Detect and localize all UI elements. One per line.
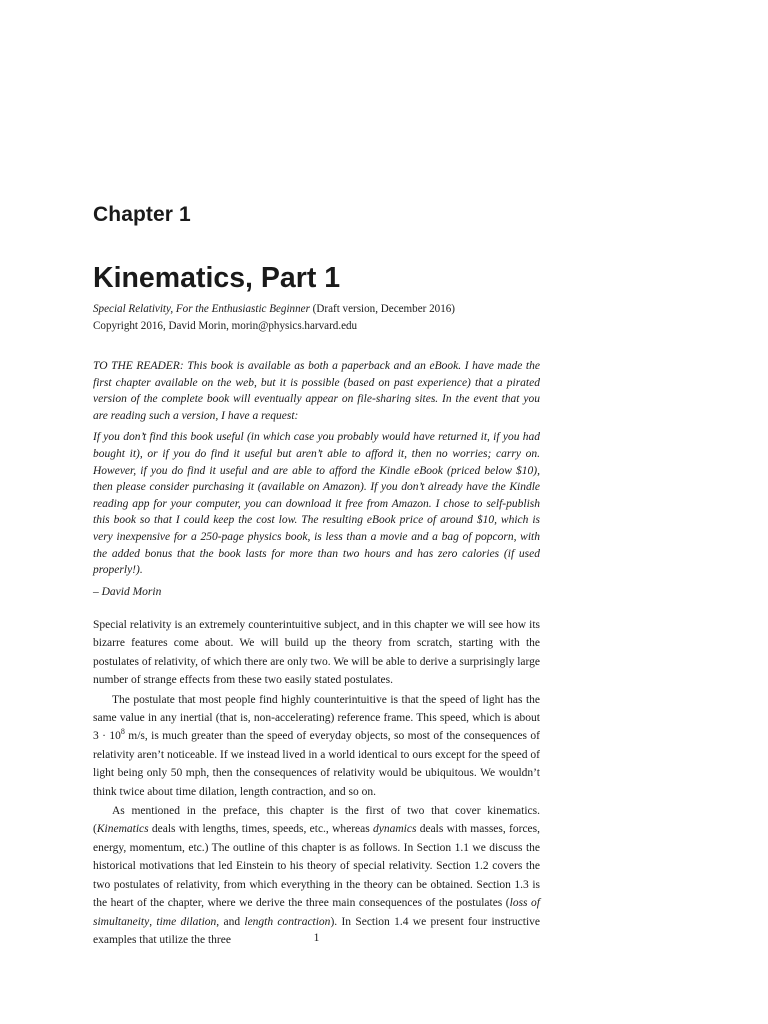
edition-line xyxy=(93,301,540,318)
exponent: 8 xyxy=(120,727,125,737)
copyright-line: Copyright 2016, David Morin, morin@physics.harvard.edu xyxy=(93,319,358,332)
reader-note-paragraph: If you don’t find this book useful (in which case you probably would have returned it, if you had bought it), or if you do find it useful but aren’t able to afford it, then no worries; carry on. However, if you do find it useful and are able to afford the Kindle eBook (priced below $10), then please consider purchasing it (available on Amazon). If you don’t already have the Kindle reading app for your computer, you can download it free from Amazon. I chose to self-publish this book so that I could keep the cost low. The resulting eBook price of around $10, which is very inexpensive for a 250-page physics book, is less than a movie and a bag of popcorn, with the added bonus that the book lasts for more than two hours and has zero calories (if used properly!). xyxy=(93,431,540,577)
emphasis: time dilation xyxy=(156,915,217,928)
book-title: Special Relativity, For the Enthusiastic Beginner xyxy=(93,303,310,315)
body-paragraph xyxy=(93,802,540,949)
emphasis: Kinematics xyxy=(96,823,149,836)
book-metadata xyxy=(93,301,540,334)
text-run: deals with lengths, times, speeds, etc., whereas xyxy=(148,823,374,836)
text-run: , xyxy=(149,915,157,928)
body-paragraph: Special relativity is an extremely counterintuitive subject, and in this chapter we will see how its bizarre features come about. We will build up the theory from scratch, starting with the postulates of relativity, of which there are only two. We will be able to derive a surprisingly large number of strange effects from these two easily stated postulates. xyxy=(93,619,540,687)
page-number: 1 xyxy=(313,932,320,944)
text-run: m/s, is much greater than the speed of everyday objects, so most of the consequences of relativity aren’t noticeable. If we instead lived in a world identical to ours except for the speed of light being only 50 mph, then the consequences of relativity would be ubiquitous. We wouldn’t think twice about time dilation, length contraction, and so on. xyxy=(93,730,540,798)
text-run: The postulate that most people find highly counterintuitive is that the speed of light has the same value in any inertial (that is, non-accelerating) reference frame. This speed, which is about 3 · 10 xyxy=(93,693,540,743)
reader-note-signature: – David Morin xyxy=(93,585,162,598)
edition-info: (Draft version, December 2016) xyxy=(309,303,455,315)
text-run: ). In Section 1.4 we present four instructive examples that utilize the three xyxy=(93,915,540,946)
reader-note xyxy=(93,358,540,605)
text-run: As mentioned in the preface, this chapter is the first of two that cover kinematics. ( xyxy=(93,805,540,836)
body-text xyxy=(93,616,540,949)
reader-note-paragraph: TO THE READER: This book is available as both a paperback and an eBook. I have made the first chapter available on the web, but it is possible (based on past experience) that a pirated version of the complete book will eventually appear on file-sharing sites. In the event that you are reading such a version, I have a request: xyxy=(93,360,540,422)
emphasis: length contraction xyxy=(244,915,331,928)
chapter-title: Kinematics, Part 1 xyxy=(93,262,341,294)
emphasis: dynamics xyxy=(373,823,417,836)
emphasis: loss of simultaneity xyxy=(93,897,540,928)
text-run: , and xyxy=(216,915,245,928)
chapter-label: Chapter 1 xyxy=(93,203,191,226)
text-run: deals with masses, forces, energy, momentum, etc.) The outline of this chapter is as follows. In Section 1.1 we discuss the historical motivations that led Einstein to his theory of special relativity. Section 1.2 covers the two postulates of relativity, from which everything in the theory can be obtained. Section 1.3 is the heart of the chapter, where we derive the three main consequences of the postulates ( xyxy=(93,823,540,910)
body-paragraph xyxy=(93,691,540,801)
document-page xyxy=(93,0,540,1024)
